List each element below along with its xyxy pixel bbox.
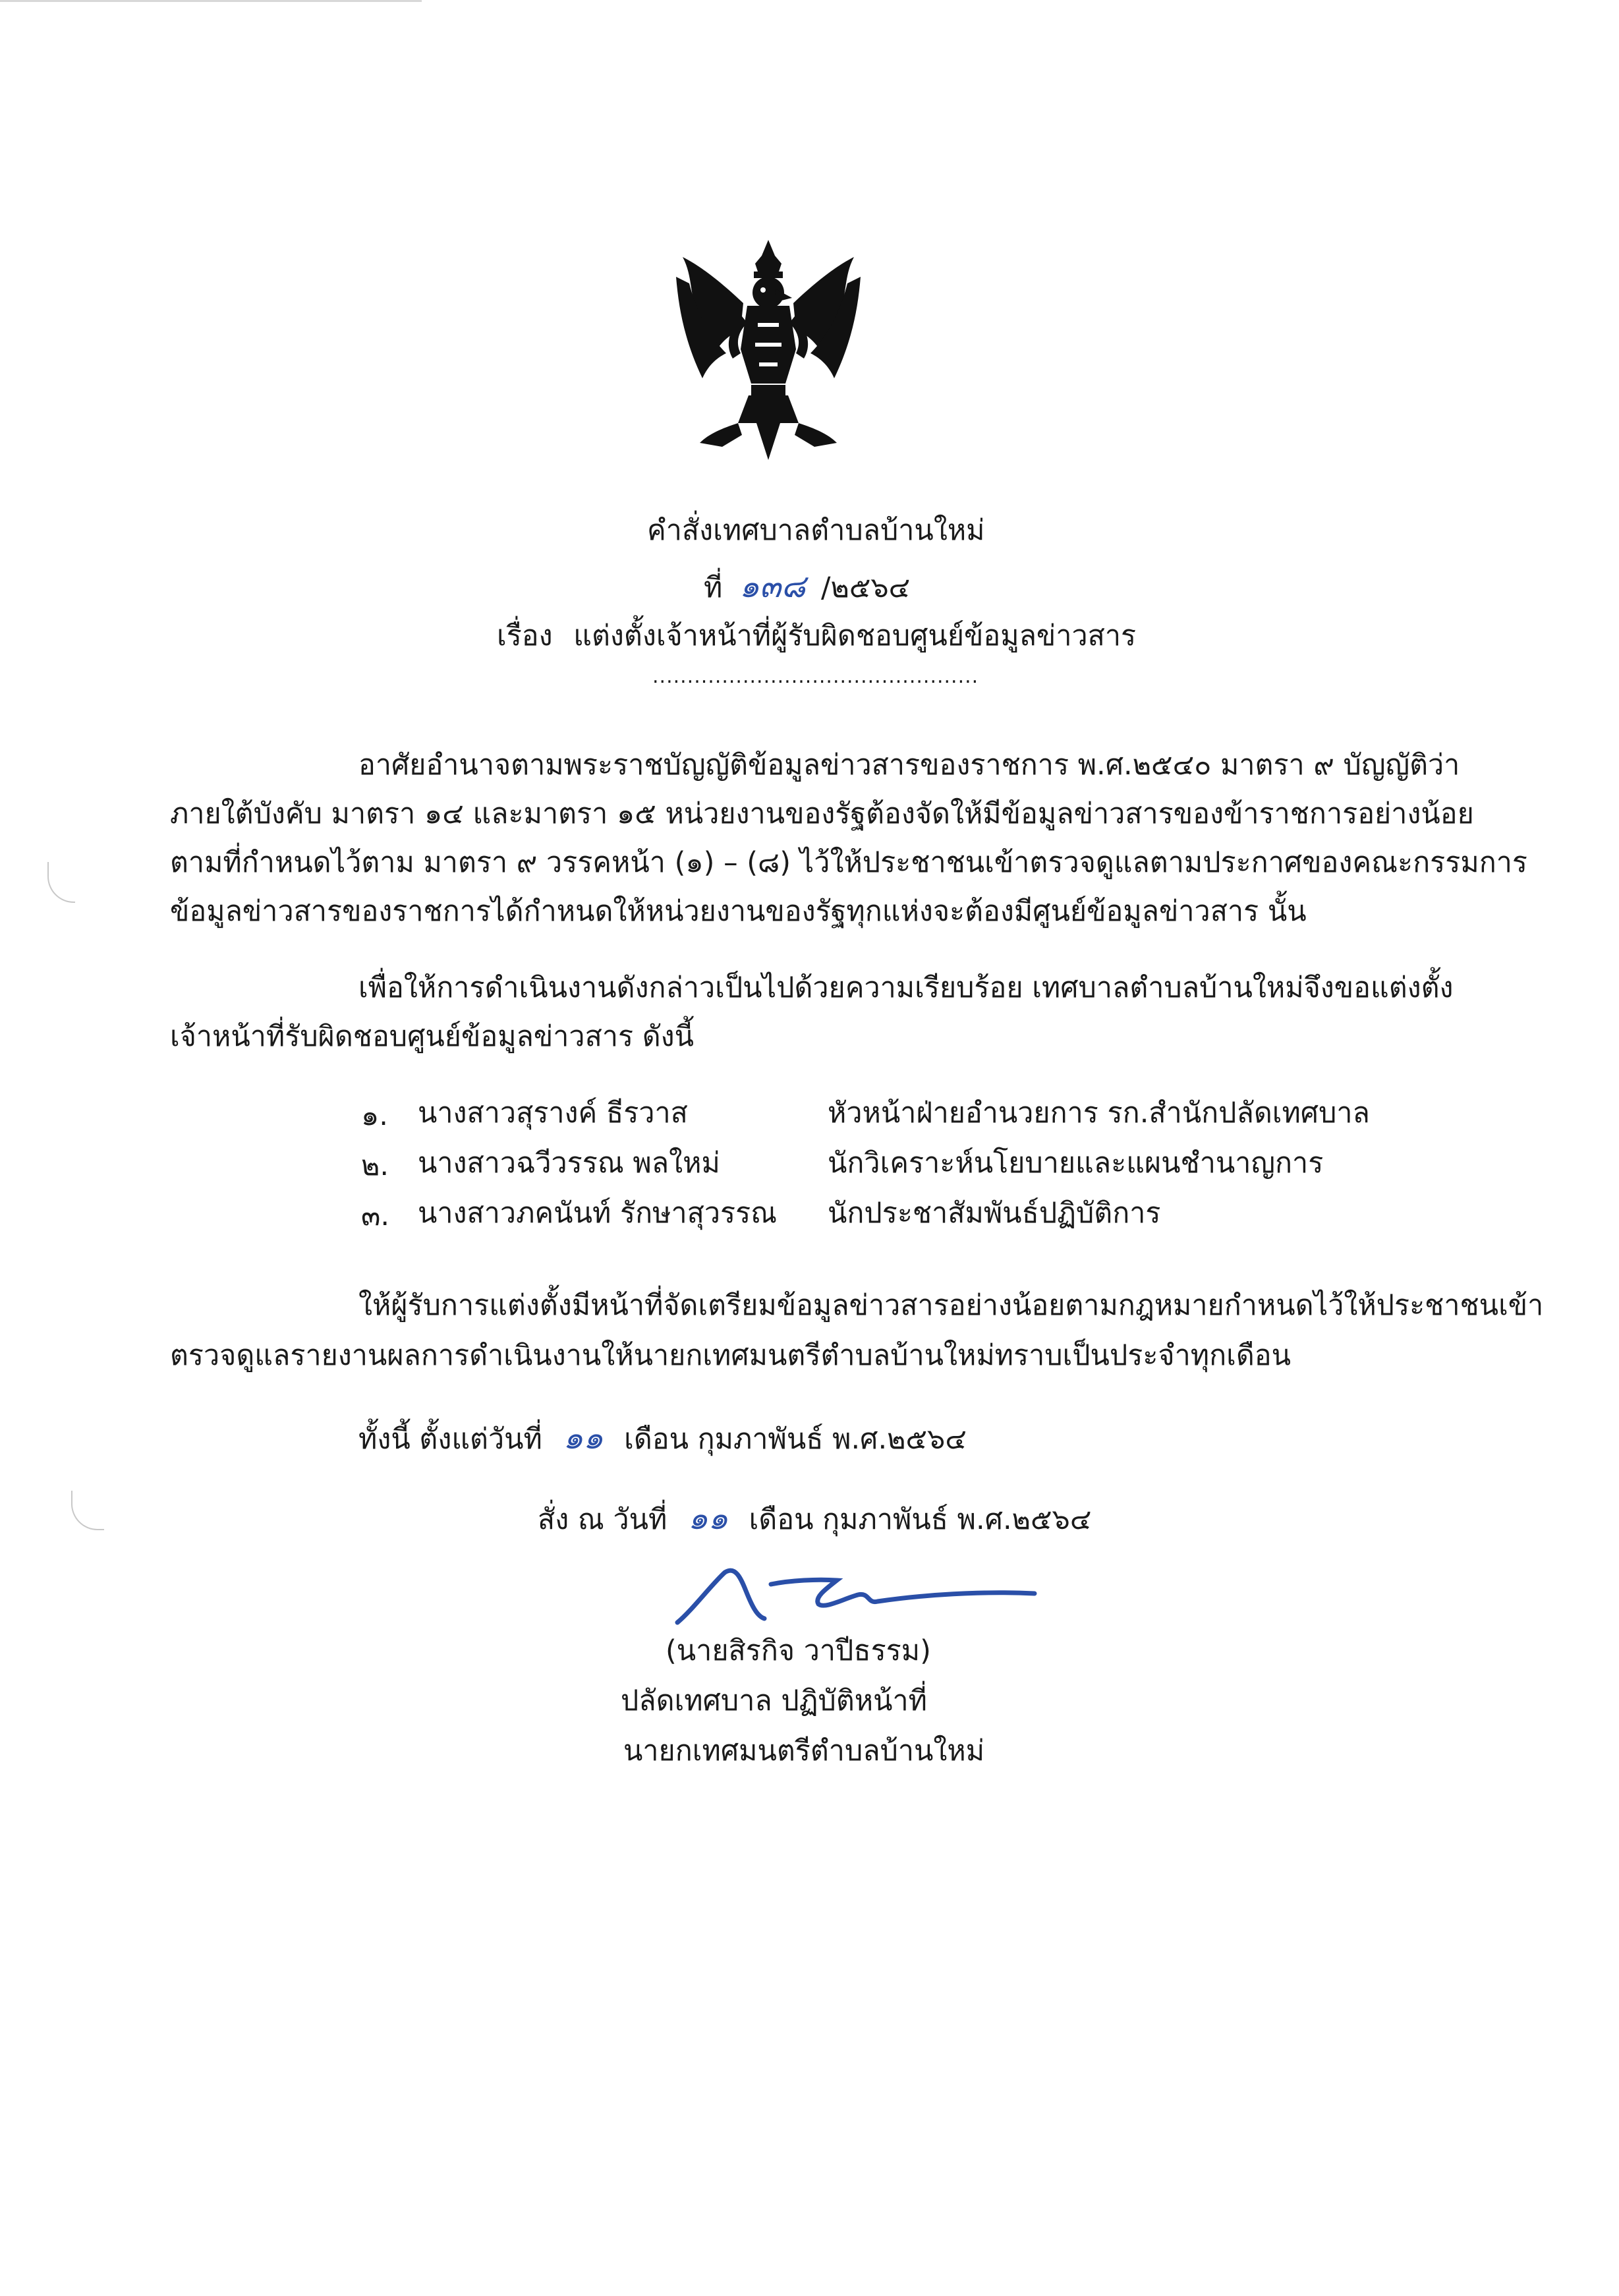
para1-line1: อาศัยอำนาจตามพระราชบัญญัติข้อมูลข่าวสารของราชการ พ.ศ.๒๕๔๐ มาตรา ๙ บัญญัติว่า <box>358 749 1460 782</box>
effective-date-prefix: ทั้งนี้ ตั้งแต่วันที่ <box>358 1423 542 1456</box>
appointee-1-number: ๑. <box>361 1099 388 1132</box>
subject-label: เรื่อง <box>497 619 553 652</box>
signature-icon <box>672 1558 1041 1630</box>
para1-line4: ข้อมูลข่าวสารของราชการได้กำหนดให้หน่วยงานของรัฐทุกแห่งจะต้องมีศูนย์ข้อมูลข่าวสาร นั้น <box>170 895 1307 928</box>
para3-line2: ตรวจดูแลรายงานผลการดำเนินงานให้นายกเทศมนตรีตำบลบ้านใหม่ทราบเป็นประจำทุกเดือน <box>170 1339 1291 1372</box>
scan-mark-top <box>47 862 75 903</box>
appointee-3-name: นางสาวภคนันท์ รักษาสุวรรณ <box>418 1197 778 1230</box>
appointee-2-number: ๒. <box>361 1149 389 1182</box>
ordered-date-prefix: สั่ง ณ วันที่ <box>538 1503 667 1536</box>
scan-mark-bottom <box>71 1491 104 1530</box>
order-subject <box>497 619 1137 652</box>
order-title: คำสั่งเทศบาลตำบลบ้านใหม่ <box>647 514 985 547</box>
effective-date-suffix: เดือน กุมภาพันธ์ พ.ศ.๒๕๖๔ <box>624 1423 967 1456</box>
appointee-2-name: นางสาวฉวีวรรณ พลใหม่ <box>418 1147 720 1180</box>
subject-text: แต่งตั้งเจ้าหน้าที่ผู้รับผิดชอบศูนย์ข้อมูลข่าวสาร <box>573 619 1137 652</box>
garuda-emblem-icon <box>669 237 867 463</box>
signatory-name: (นายสิรกิจ วาปีธรรม) <box>666 1634 931 1667</box>
appointee-3-number: ๓. <box>361 1199 390 1232</box>
order-number-handwritten: ๑๓๘ <box>739 568 806 605</box>
appointee-1-name: นางสาวสุรางค์ ธีรวาส <box>418 1097 688 1130</box>
signatory-position-2: นายกเทศมนตรีตำบลบ้านใหม่ <box>623 1735 985 1767</box>
header-divider: ............................................... <box>652 665 979 688</box>
ordered-date-suffix: เดือน กุมภาพันธ์ พ.ศ.๒๕๖๔ <box>749 1503 1092 1536</box>
effective-day-handwritten: ๑๑ <box>563 1420 604 1456</box>
para2-line2: เจ้าหน้าที่รับผิดชอบศูนย์ข้อมูลข่าวสาร ดังนี้ <box>170 1020 695 1053</box>
signatory-position-1: ปลัดเทศบาล ปฏิบัติหน้าที่ <box>621 1684 927 1717</box>
appointee-2-position: นักวิเคราะห์นโยบายและแผนชำนาญการ <box>828 1147 1324 1180</box>
order-number <box>704 568 911 605</box>
order-number-prefix: ที่ <box>704 571 723 604</box>
appointee-1-position: หัวหน้าฝ่ายอำนวยการ รก.สำนักปลัดเทศบาล <box>828 1097 1370 1130</box>
order-number-suffix: /๒๕๖๔ <box>821 571 911 604</box>
para3-line1: ให้ผู้รับการแต่งตั้งมีหน้าที่จัดเตรียมข้อมูลข่าวสารอย่างน้อยตามกฎหมายกำหนดไว้ให้ประชาชนเข้า <box>358 1289 1544 1322</box>
scan-edge-line <box>0 0 422 2</box>
para1-line3: ตามที่กำหนดไว้ตาม มาตรา ๙ วรรคหน้า (๑) – (๘) ไว้ให้ประชาชนเข้าตรวจดูแลตามประกาศของคณะกรรมการ <box>170 846 1527 879</box>
para2-line1: เพื่อให้การดำเนินงานดังกล่าวเป็นไปด้วยความเรียบร้อย เทศบาลตำบลบ้านใหม่จึงขอแต่งตั้ง <box>358 971 1454 1004</box>
ordered-day-handwritten: ๑๑ <box>688 1500 728 1537</box>
para1-line2: ภายใต้บังคับ มาตรา ๑๔ และมาตรา ๑๕ หน่วยงานของรัฐต้องจัดให้มีข้อมูลข่าวสารของข้าราชการอย่างน้อย <box>170 797 1474 830</box>
effective-date <box>358 1422 967 1454</box>
appointee-3-position: นักประชาสัมพันธ์ปฏิบัติการ <box>828 1197 1161 1230</box>
ordered-date <box>538 1500 1092 1537</box>
